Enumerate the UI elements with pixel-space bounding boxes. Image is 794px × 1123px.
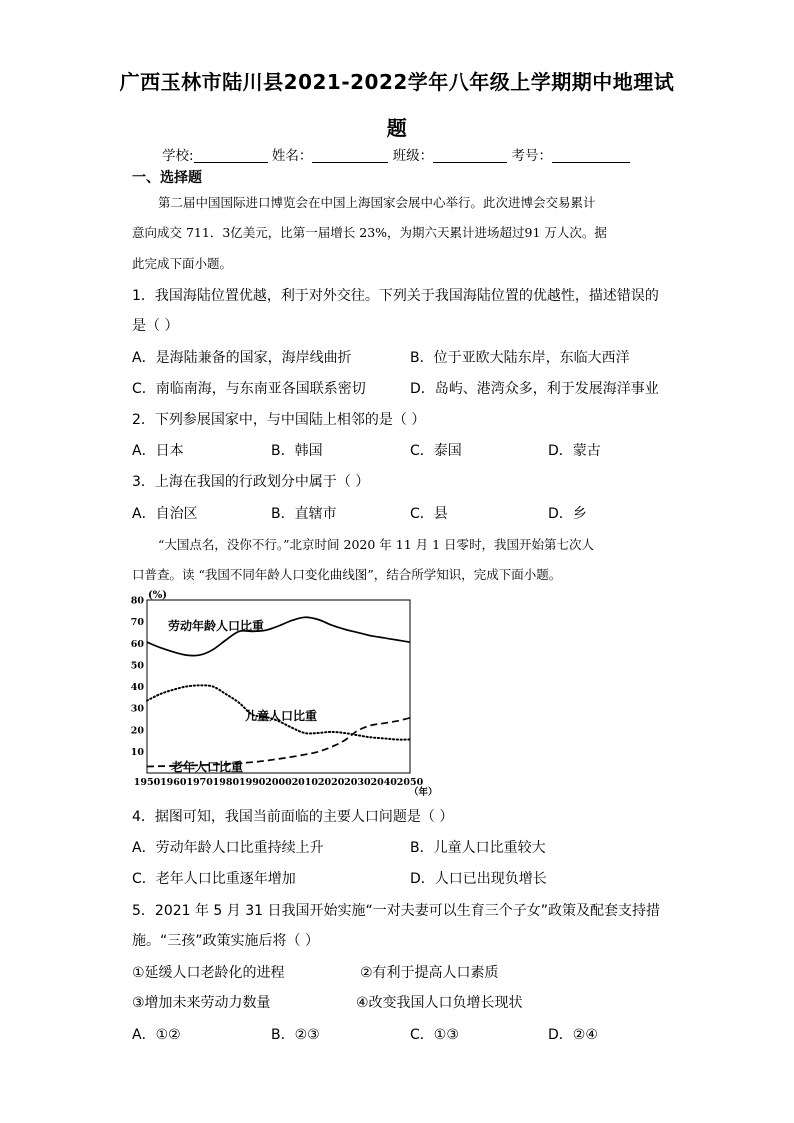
number-blank — [552, 148, 630, 163]
series-label-elderly: 老年人口比重 — [171, 760, 244, 774]
exam-title-line1: 广西玉林市陆川县2021-2022学年八年级上学期期中地理试 — [119, 70, 675, 94]
q5-item-4: ④改变我国人口负增长现状 — [356, 995, 523, 1011]
q3-option-d[interactable]: D．乡 — [548, 506, 587, 522]
material2-line2: 口普查。读 “我国不同年龄人口变化曲线图”，结合所学知识，完成下面小题。 — [132, 567, 562, 582]
q4-option-c[interactable]: C．老年人口比重逐年增加 — [132, 871, 296, 887]
name-label: 姓名： — [271, 148, 313, 164]
x-tick-label: 1980 — [212, 777, 240, 788]
school-blank — [194, 148, 268, 163]
x-tick-label: 1990 — [238, 777, 266, 788]
q1-option-d[interactable]: D．岛屿、港湾众多，利于发展海洋事业 — [410, 381, 659, 397]
q2-option-c[interactable]: C．泰国 — [410, 443, 462, 459]
y-axis-ticks — [131, 596, 145, 758]
y-axis-unit-label: (%) — [148, 590, 167, 601]
q4-option-d[interactable]: D．人口已出现负增长 — [410, 871, 547, 887]
q2-stem: 2．下列参展国家中，与中国陆上相邻的是（ ） — [132, 412, 426, 428]
name-blank — [312, 148, 388, 163]
q2-option-a[interactable]: A．日本 — [132, 443, 184, 459]
x-tick-label: 1970 — [186, 777, 213, 788]
material2-line1: “大国点名，没你不行。”北京时间 2020 年 11 月 1 日零时，我国开始第七次人 — [158, 537, 595, 552]
y-tick-label: 40 — [130, 682, 144, 693]
x-tick-label: 1950 — [133, 777, 161, 788]
q5-item-1: ①延缓人口老龄化的进程 — [132, 965, 285, 981]
q1-stem-line2: 是（ ） — [132, 318, 179, 334]
y-tick-label: 30 — [130, 703, 144, 715]
q1-option-b[interactable]: B．位于亚欧大陆东岸，东临大西洋 — [410, 350, 630, 366]
q1-stem-line1: 1．我国海陆位置优越，利于对外交往。下列关于我国海陆位置的优越性，描述错误的 — [132, 288, 659, 304]
x-tick-label: 2030 — [344, 777, 371, 788]
exam-title-line2: 题 — [386, 116, 408, 140]
q1-option-a[interactable]: A．是海陆兼备的国家，海岸线曲折 — [132, 350, 352, 366]
q4-stem: 4．据图可知，我国当前面临的主要人口问题是（ ） — [132, 809, 454, 825]
q3-option-c[interactable]: C．县 — [410, 506, 448, 522]
section-heading: 一、选择题 — [132, 170, 202, 186]
x-tick-label: 2000 — [265, 777, 292, 788]
y-tick-label: 10 — [130, 746, 144, 758]
population-line-chart — [128, 588, 438, 800]
x-tick-label: 2040 — [370, 777, 397, 788]
q5-item-2: ②有利于提高人口素质 — [360, 965, 499, 981]
q5-option-b[interactable]: B．②③ — [271, 1027, 320, 1043]
q4-option-b[interactable]: B．儿童人口比重较大 — [410, 840, 546, 856]
q3-option-b[interactable]: B．直辖市 — [271, 506, 337, 522]
q5-stem-line1: 5．2021 年 5 月 31 日我国开始实施“一对夫妻可以生育三个子女”政策及配套支持措 — [132, 903, 661, 919]
series-label-working-age: 劳动年龄人口比重 — [168, 619, 265, 633]
q5-option-a[interactable]: A．①② — [132, 1027, 181, 1043]
q5-option-c[interactable]: C．①③ — [410, 1027, 459, 1043]
student-info-row — [162, 144, 630, 164]
x-axis-unit-label: （年） — [409, 787, 438, 798]
material1-line1: 第二届中国国际进口博览会在中国上海国家会展中心举行。此次进博会交易累计 — [158, 195, 596, 210]
class-label: 班级： — [392, 148, 434, 164]
class-blank — [433, 148, 507, 163]
q5-stem-line2: 施。“三孩”政策实施后将（ ） — [132, 933, 319, 949]
q1-option-c[interactable]: C．南临南海，与东南亚各国联系密切 — [132, 381, 366, 397]
q5-item-3: ③增加未来劳动力数量 — [132, 995, 271, 1011]
material1-line3: 此完成下面小题。 — [132, 256, 233, 271]
series-lines — [147, 617, 410, 766]
q2-option-b[interactable]: B．韩国 — [271, 443, 323, 459]
y-tick-label: 20 — [130, 725, 144, 737]
q3-stem: 3．上海在我国的行政划分中属于（ ） — [132, 474, 370, 490]
material1-line2: 意向成交 711．3亿美元，比第一届增长 23%，为期六天累计进场超过91 万人次。据 — [132, 225, 607, 240]
q3-option-a[interactable]: A．自治区 — [132, 506, 198, 522]
q4-option-a[interactable]: A．劳动年龄人口比重持续上升 — [132, 840, 324, 856]
y-tick-label: 60 — [130, 638, 144, 650]
y-tick-label: 70 — [130, 617, 144, 629]
x-tick-label: 2010 — [291, 777, 319, 788]
y-tick-label: 80 — [130, 595, 144, 607]
x-tick-label: 2050 — [396, 777, 424, 788]
school-label: 学校: — [162, 148, 194, 164]
x-axis-ticks — [134, 777, 424, 788]
series-label-children: 儿童人口比重 — [245, 709, 318, 723]
y-tick-label: 50 — [130, 660, 144, 672]
x-tick-label: 2020 — [317, 777, 345, 788]
x-tick-label: 1960 — [160, 777, 187, 788]
q2-option-d[interactable]: D．蒙古 — [548, 443, 601, 459]
q5-option-d[interactable]: D．②④ — [548, 1027, 598, 1043]
number-label: 考号： — [511, 148, 552, 164]
